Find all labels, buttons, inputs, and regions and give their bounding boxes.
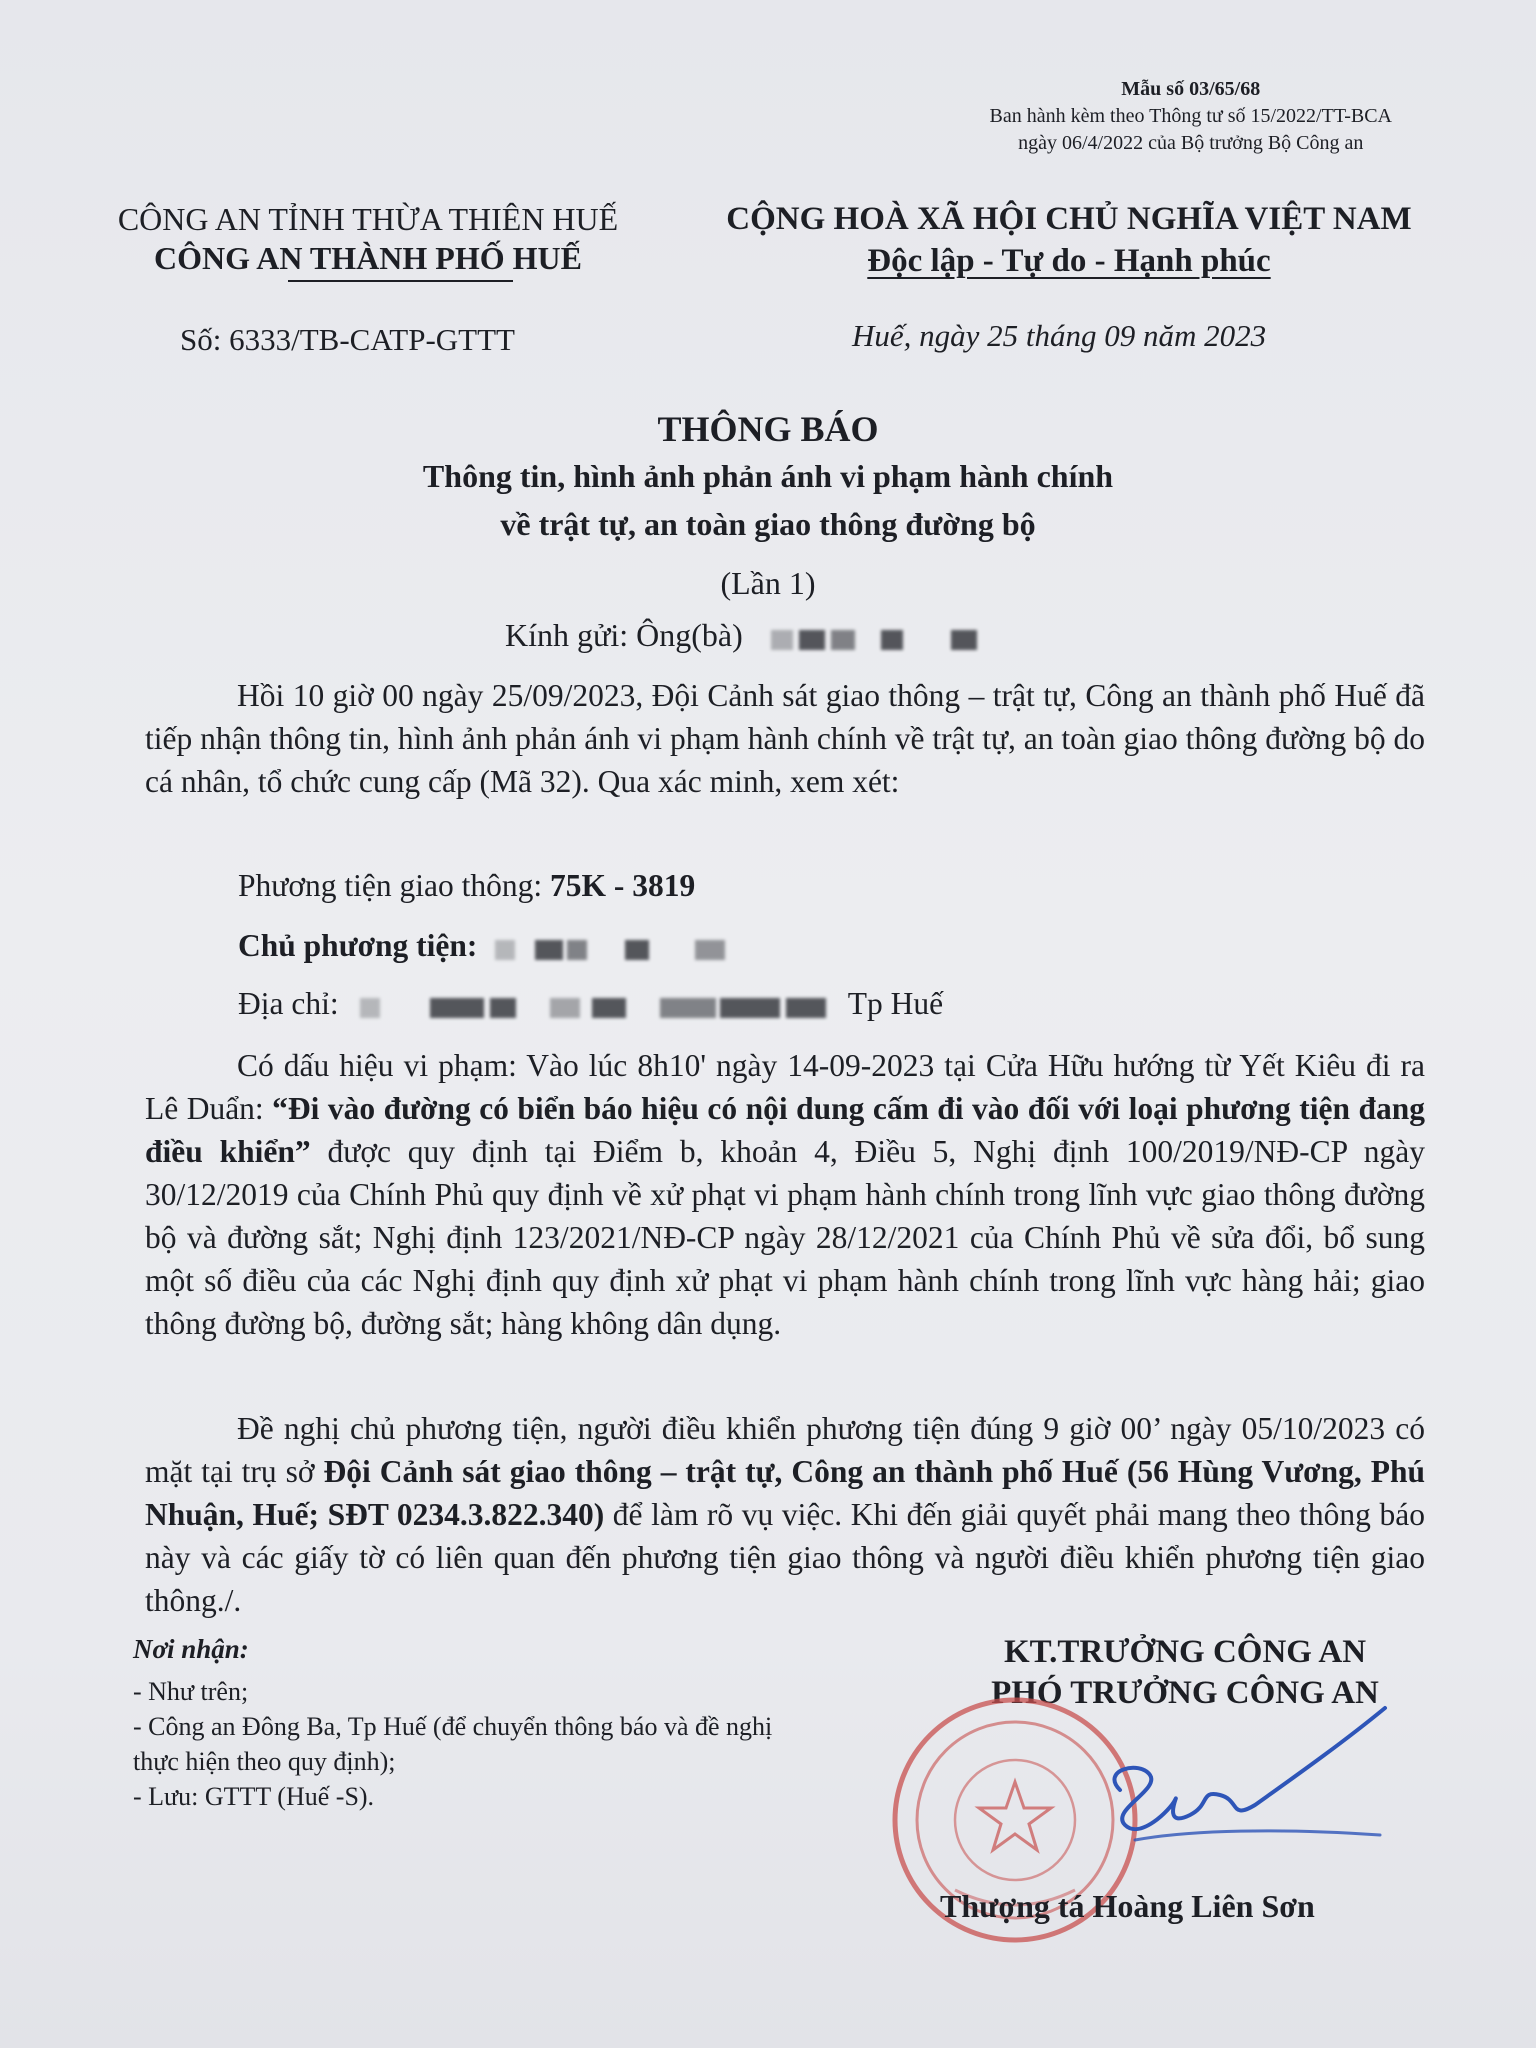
police-office-address: Đội Cảnh sát giao thông – trật tự, Công an thành phố Huế (56 Hùng Vương, Phú Nhuận, Huế; SĐT 0234.3.822.340) (145, 1454, 1425, 1532)
agency-header (88, 200, 648, 278)
recipient-item: - Như trên; (133, 1677, 249, 1706)
violation-text-start: Có dấu hiệu vi phạm: Vào lúc 8h10' ngày 14-09-2023 tại Cửa Hữu hướng từ Yết Kiêu đi ra Lê Duẩn: (145, 1048, 1425, 1126)
owner-line (238, 928, 755, 964)
notice-round: (Lần 1) (720, 565, 816, 601)
violation-description: “Đi vào đường có biển báo hiệu có nội dung cấm đi vào đối với loại phương tiện đang điều khiển” (145, 1091, 1425, 1169)
place-date: Huế, ngày 25 tháng 09 năm 2023 (852, 318, 1267, 353)
document-number: Số: 6333/TB-CATP-GTTT (180, 322, 515, 357)
owner-label: Chủ phương tiện: (238, 928, 478, 963)
recipient-item: - Lưu: GTTT (Huế -S). (133, 1782, 375, 1811)
title-line-2: về trật tự, an toàn giao thông đường bộ (500, 506, 1036, 542)
agency-unit: CÔNG AN THÀNH PHỐ HUẾ (154, 240, 582, 276)
addressee-label: Kính gửi: Ông(bà) (505, 617, 743, 653)
form-reference (990, 76, 1393, 157)
document-title: THÔNG BÁO (657, 409, 879, 449)
paragraph-violation (145, 1044, 1425, 1345)
signatory-name: Thượng tá Hoàng Liên Sơn (940, 1888, 1315, 1924)
paragraph-request (145, 1407, 1425, 1622)
national-header (705, 198, 1433, 282)
agency-underline (288, 280, 513, 282)
request-text-end: để làm rõ vụ việc. Khi đến giải quyết phải mang theo thông báo này và các giấy tờ có liên quan đến phương tiện giao thông và người điều khiển phương tiện giao thông./. (145, 1497, 1425, 1618)
signatory-on-behalf: KT.TRƯỞNG CÔNG AN (1003, 1634, 1367, 1670)
form-issued-with: Ban hành kèm theo Thông tư số 15/2022/TT-BCA (989, 105, 1392, 127)
vehicle-plate: 75K - 3819 (549, 868, 696, 903)
redacted-owner (495, 936, 755, 962)
recipients-list (133, 1674, 813, 1814)
request-text-start: Đề nghị chủ phương tiện, người điều khiển phương tiện đúng 9 giờ 00’ ngày 05/10/2023 có mặt tại trụ sở (145, 1411, 1425, 1489)
form-number: Mẫu số 03/65/68 (1121, 78, 1261, 100)
form-issued-date: ngày 06/4/2022 của Bộ trưởng Bộ Công an (1018, 132, 1364, 154)
redacted-name (771, 626, 1001, 652)
addressee-line (505, 617, 1001, 654)
address-line (238, 986, 943, 1022)
recipients-title: Nơi nhận: (133, 1634, 249, 1664)
signature-icon (1080, 1690, 1400, 1880)
vehicle-label: Phương tiện giao thông: (238, 868, 543, 903)
address-city: Tp Huế (847, 986, 944, 1021)
title-line-1: Thông tin, hình ảnh phản ánh vi phạm hành chính (422, 458, 1114, 494)
signatory-position: PHÓ TRƯỞNG CÔNG AN (991, 1675, 1379, 1711)
national-motto: Độc lập - Tự do - Hạnh phúc (867, 243, 1271, 279)
address-label: Địa chỉ: (238, 986, 339, 1021)
redacted-address (360, 994, 840, 1020)
paragraph-intro: Hồi 10 giờ 00 ngày 25/09/2023, Đội Cảnh sát giao thông – trật tự, Công an thành phố Huế đã tiếp nhận thông tin, hình ảnh phản ánh vi phạm hành chính về trật tự, an toàn giao thông đường bộ do cá nhân, tổ chức cung cấp (Mã 32). Qua xác minh, xem xét: (145, 678, 1425, 799)
vehicle-line (238, 868, 695, 904)
violation-text-end: được quy định tại Điểm b, khoản 4, Điều 5, Nghị định 100/2019/NĐ-CP ngày 30/12/2019 của Chính Phủ quy định về xử phạt vi phạm hành chính trong lĩnh vực giao thông đường bộ và đường sắt; Nghị định 123/2021/NĐ-CP ngày 28/12/2021 của Chính Phủ về sửa đổi, bổ sung một số điều của các Nghị định quy định xử phạt vi phạm hành chính trong lĩnh vực hàng hải; giao thông đường bộ, đường sắt; hàng không dân dụng. (145, 1134, 1425, 1341)
agency-parent: CÔNG AN TỈNH THỪA THIÊN HUẾ (117, 201, 619, 237)
recipient-item: - Công an Đông Ba, Tp Huế (để chuyển thông báo và đề nghị thực hiện theo quy định); (133, 1712, 773, 1776)
national-name: CỘNG HOÀ XÃ HỘI CHỦ NGHĨA VIỆT NAM (726, 201, 1412, 237)
